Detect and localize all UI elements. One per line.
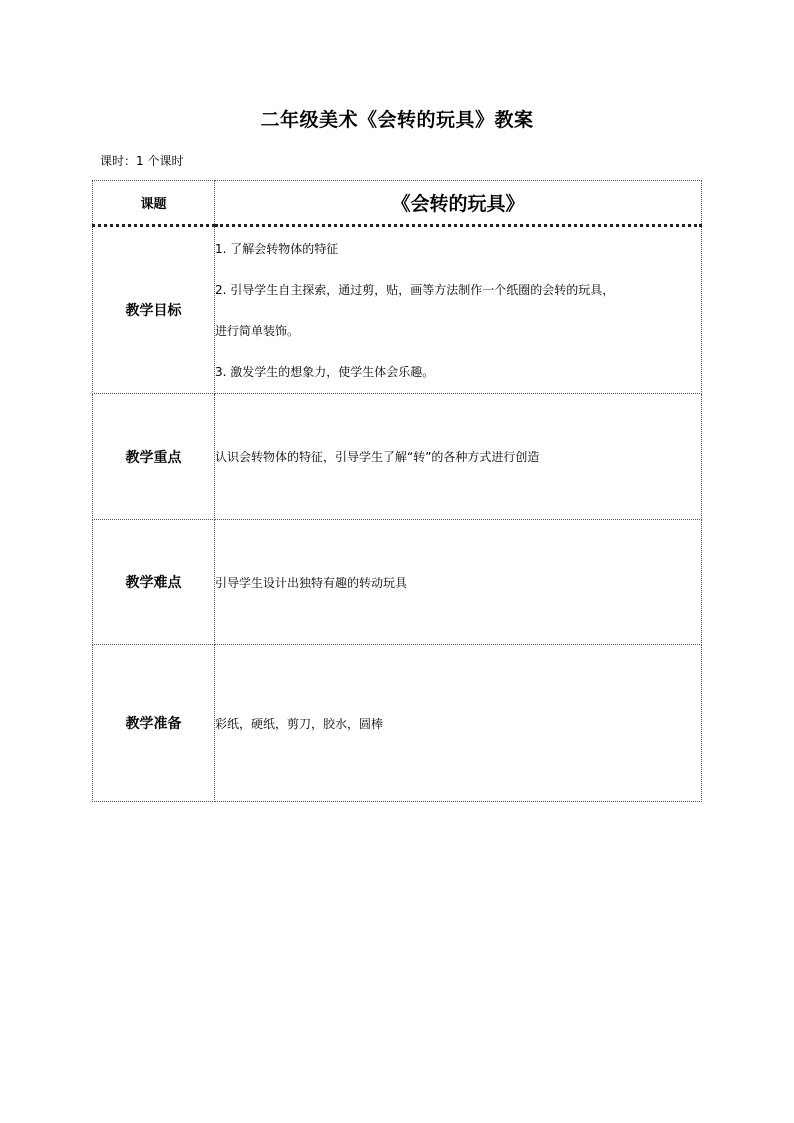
difficulties-label: 教学难点 <box>93 520 215 645</box>
key-points-label: 教学重点 <box>93 394 215 520</box>
preparation-label: 教学准备 <box>93 645 215 802</box>
difficulties-row <box>93 520 702 645</box>
preparation-row <box>93 645 702 802</box>
lesson-plan-table <box>92 180 702 802</box>
key-points-row <box>93 394 702 520</box>
objective-line: 2. 引导学生自主探索，通过剪，贴，画等方法制作一个纸圈的会转的玩具， <box>215 282 615 297</box>
difficulties-content: 引导学生设计出独特有趣的转动玩具 <box>215 520 702 645</box>
objective-line: 1. 了解会转物体的特征 <box>215 241 339 256</box>
objective-line: 进行简单装饰。 <box>215 323 300 338</box>
topic-row <box>93 181 702 226</box>
key-points-content: 认识会转物体的特征，引导学生了解“转”的各种方式进行创造 <box>215 394 702 520</box>
objectives-row <box>93 226 702 394</box>
objectives-label: 教学目标 <box>93 226 215 394</box>
class-duration: 课时：1 个课时 <box>100 154 184 168</box>
preparation-content: 彩纸，硬纸，剪刀，胶水，圆棒 <box>215 645 702 802</box>
topic-label: 课题 <box>93 181 215 226</box>
document-title: 二年级美术《会转的玩具》教案 <box>260 109 534 131</box>
objective-line: 3. 激发学生的想象力，使学生体会乐趣。 <box>215 364 435 379</box>
topic-value: 《会转的玩具》 <box>215 181 702 226</box>
objectives-content <box>215 226 702 394</box>
